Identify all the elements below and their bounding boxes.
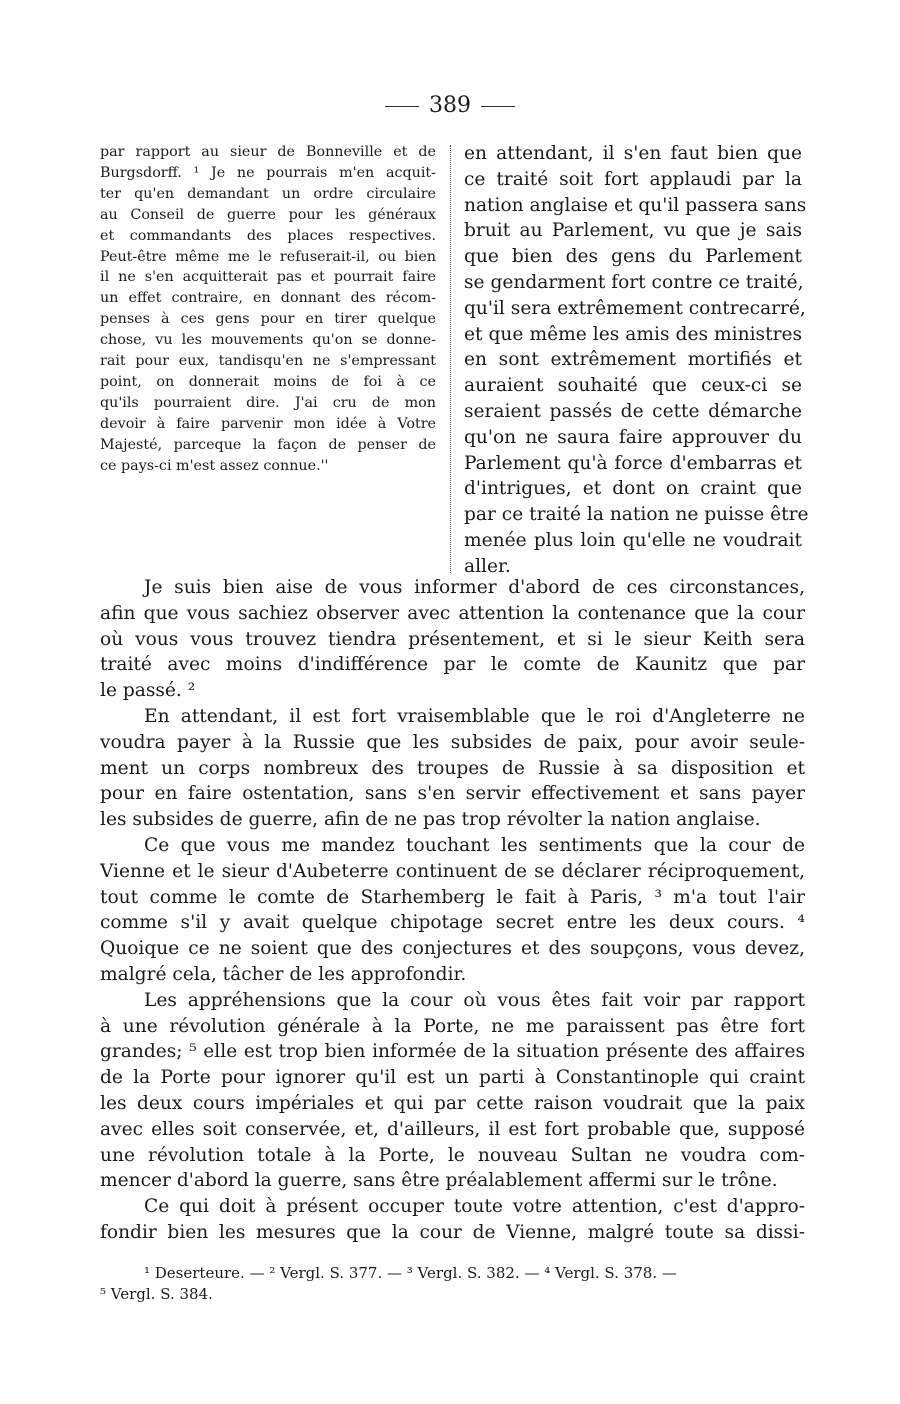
body-line: avec elles soit conservée, et, d'ailleurs, il est fort probable que, supposé <box>100 1118 805 1140</box>
body-line: traité avec moins d'indifférence par le comte de Kaunitz que par <box>100 654 805 676</box>
right-column-line: qu'on ne saura faire approuver du <box>464 426 802 448</box>
page-number-dash-right <box>481 106 515 107</box>
left-column-line: par rapport au sieur de Bonneville et de <box>100 144 436 160</box>
body-line: à une révolution générale à la Porte, ne me paraissent pas être fort <box>100 1015 805 1037</box>
body-line: pour en faire ostentation, sans s'en servir effectivement et sans payer <box>100 783 805 805</box>
left-column-quote <box>100 142 436 477</box>
right-column-line: Parlement qu'à force d'embarras et <box>464 452 802 474</box>
body-line: Je suis bien aise de vous informer d'abord de ces circonstances, <box>144 577 805 598</box>
left-column-line: Peut-être même me le refuserait-il, ou bien <box>100 248 436 265</box>
body-line: grandes; ⁵ elle est trop bien informée de la situation présente des affaires <box>100 1041 805 1063</box>
paragraph <box>100 1194 805 1246</box>
body-line: le passé. ² <box>100 680 196 702</box>
right-column-line: menée plus loin qu'elle ne voudrait <box>464 529 802 551</box>
right-column-line: en sont extrêmement mortifiés et <box>464 349 802 371</box>
left-column-line: chose, vu les mouvements qu'on se donne- <box>100 332 436 349</box>
body-line: fondir bien les mesures que la cour de Vienne, malgré toute sa dissi- <box>100 1221 805 1243</box>
body-line: afin que vous sachiez observer avec attention la contenance que la cour <box>100 602 805 624</box>
left-column-line: un effet contraire, en donnant des récom- <box>100 290 436 307</box>
body-line: une révolution totale à la Porte, le nouveau Sultan ne voudra com- <box>100 1144 805 1166</box>
body-line: de la Porte pour ignorer qu'il est un parti à Constantinople qui craint <box>100 1067 805 1089</box>
body-line: comme s'il y avait quelque chipotage secret entre les deux cours. ⁴ <box>100 912 805 934</box>
left-column-line: penses à ces gens pour en tirer quelque <box>100 311 436 328</box>
page-number <box>0 86 900 126</box>
left-column-line: ce pays-ci m'est assez connue.'' <box>100 457 329 474</box>
right-column-line: que bien des gens du Parlement <box>464 246 802 268</box>
page-number-text: 389 <box>429 93 471 118</box>
footnote-line: ⁵ Vergl. S. 384. <box>100 1285 213 1303</box>
right-column-line: en attendant, il s'en faut bien que <box>464 143 802 164</box>
right-column-line: ce traité soit fort applaudi par la <box>464 168 802 190</box>
right-column-line: bruit au Parlement, vu que je sais <box>464 220 802 242</box>
left-column-line: point, on donnerait moins de foi à ce <box>100 373 436 390</box>
body-line: mencer d'abord la guerre, sans être préalablement affermi sur le trône. <box>100 1170 778 1192</box>
right-column-line: par ce traité la nation ne puisse être <box>464 504 809 526</box>
column-divider <box>450 145 451 573</box>
right-column-line: nation anglaise et qu'il passera sans <box>464 194 807 216</box>
right-column-quote <box>464 141 809 580</box>
left-column-line: ter qu'en demandant un ordre circulaire <box>100 185 436 202</box>
left-column-line: devoir à faire parvenir mon idée à Votre <box>100 415 436 432</box>
right-column-line: se gendarment fort contre ce traité, <box>464 271 804 293</box>
body-line: Ce que vous me mandez touchant les sentiments que la cour de <box>144 834 805 856</box>
paragraph <box>100 988 805 1194</box>
body-line: Ce qui doit à présent occuper toute votre attention, c'est d'appro- <box>144 1196 805 1218</box>
left-column-line: Burgsdorff. ¹ Je ne pourrais m'en acquit- <box>100 164 436 181</box>
body-line: tout comme le comte de Starhemberg le fait à Paris, ³ m'a tout l'air <box>100 886 805 908</box>
left-column-line: il ne s'en acquitterait pas et pourrait faire <box>100 269 436 286</box>
page-number-dash-left <box>385 106 419 107</box>
right-column-line: seraient passés de cette démarche <box>464 400 802 422</box>
body-line: les subsides de guerre, afin de ne pas trop révolter la nation anglaise. <box>100 809 761 831</box>
right-column-line: et que même les amis des ministres <box>464 323 802 345</box>
body-line: voudra payer à la Russie que les subsides de paix, pour avoir seule- <box>100 731 805 753</box>
body-line: ment un corps nombreux des troupes de Russie à sa disposition et <box>100 757 805 779</box>
left-column-line: et commandants des places respectives. <box>100 227 436 244</box>
right-column-line: aller. <box>464 555 511 577</box>
right-column-line: auraient souhaité que ceux-ci se <box>464 375 802 397</box>
left-column-line: Majesté, parceque la façon de penser de <box>100 436 436 453</box>
footnote-line: ¹ Deserteure. — ² Vergl. S. 377. — ³ Vergl. S. 382. — ⁴ Vergl. S. 378. — <box>144 1264 677 1282</box>
paragraph <box>100 575 805 704</box>
body-line: En attendant, il est fort vraisemblable que le roi d'Angleterre ne <box>144 705 805 727</box>
body-line: malgré cela, tâcher de les approfondir. <box>100 963 467 985</box>
paragraph <box>100 704 805 833</box>
right-column-line: qu'il sera extrêmement contrecarré, <box>464 297 806 319</box>
body-line: les deux cours impériales et qui par cette raison voudrait que la paix <box>100 1092 805 1114</box>
left-column-line: qu'ils pourraient dire. J'ai cru de mon <box>100 394 436 411</box>
body-line: Quoique ce ne soient que des conjectures et des soupçons, vous devez, <box>100 938 805 960</box>
left-column-line: rait pour eux, tandisqu'en ne s'empressant <box>100 353 436 370</box>
left-column-line: au Conseil de guerre pour les généraux <box>100 206 436 223</box>
paragraph <box>100 833 805 988</box>
body-line: Les appréhensions que la cour où vous êtes fait voir par rapport <box>144 989 805 1011</box>
footnotes <box>100 1263 805 1305</box>
body-text <box>100 575 805 1246</box>
right-column-line: d'intrigues, et dont on craint que <box>464 478 802 500</box>
body-line: Vienne et le sieur d'Aubeterre continuent de se déclarer réciproquement, <box>100 860 805 882</box>
body-line: où vous vous trouvez tiendra présentement, et si le sieur Keith sera <box>100 628 805 650</box>
